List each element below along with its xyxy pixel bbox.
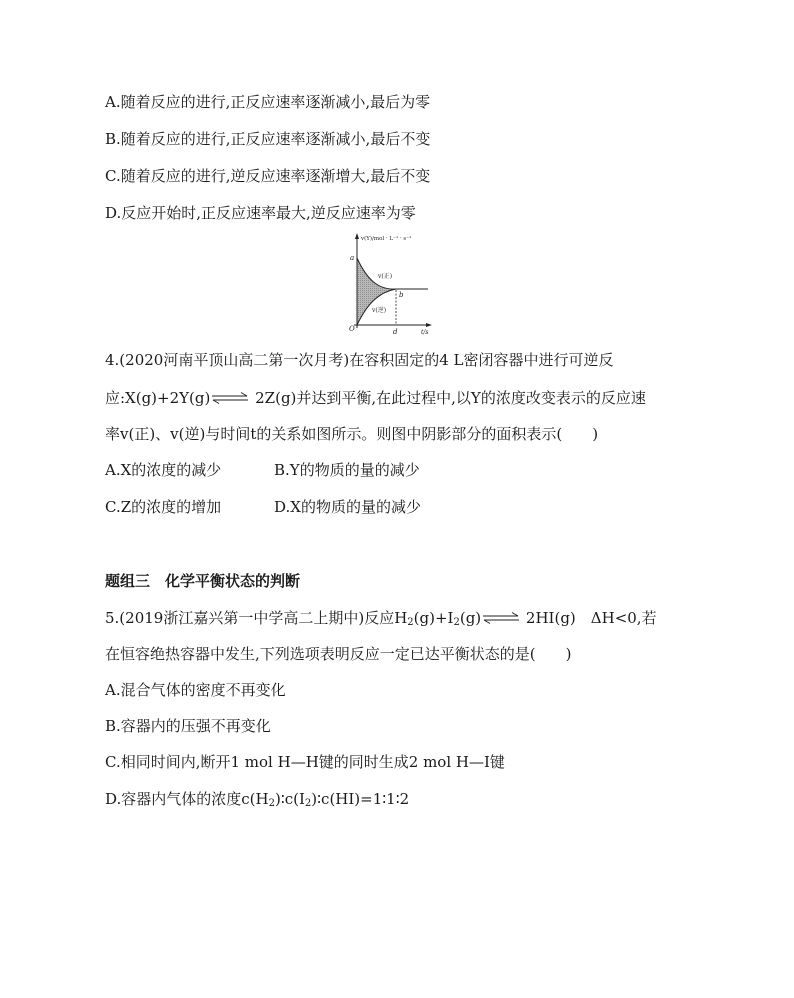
q5-subscript: 2: [453, 617, 460, 628]
q5-option-d: [105, 789, 409, 814]
q5-option-d-part1: D.容器内气体的浓度c(H: [105, 790, 269, 808]
y-axis-arrow: [355, 233, 359, 239]
figure-label-forward: v(正): [378, 273, 393, 280]
q5-stem-part3: (g): [459, 609, 482, 627]
q4-option-b: B.Y的物质的量的减少: [274, 461, 420, 479]
figure-label-o: O: [349, 325, 355, 333]
section-heading: 题组三 化学平衡状态的判断: [105, 572, 301, 590]
q4-stem-line2-pre: 应:X(g)+2Y(g): [105, 389, 211, 407]
q4-stem-line2: [105, 388, 646, 408]
figure-label-d: d: [393, 328, 398, 336]
q4-option-a: A.X的浓度的减少: [105, 461, 222, 479]
q4-option-c: C.Z的浓度的增加: [105, 498, 222, 516]
q4-stem-line3: 率v(正)、v(逆)与时间t的关系如图所示。则图中阴影部分的面积表示( ): [105, 425, 599, 443]
q5-subscript: 2: [268, 798, 275, 809]
equilibrium-arrow-icon: [210, 391, 250, 405]
figure-xlabel: t/s: [421, 329, 429, 336]
figure-label-a: a: [350, 254, 355, 262]
q3-option-b: B.随着反应的进行,正反应速率逐渐减小,最后不变: [105, 130, 431, 148]
q5-option-d-part3: )∶c(HI)=1∶1∶2: [311, 790, 410, 808]
q4-stem-line1: 4.(2020河南平顶山高二第一次月考)在容积固定的4 L密闭容器中进行可逆反: [105, 351, 614, 369]
q5-subscript: 2: [304, 798, 312, 809]
q5-option-b: B.容器内的压强不再变化: [105, 717, 271, 735]
q5-stem-part2: (g)+I: [413, 609, 454, 627]
q3-option-d: D.反应开始时,正反应速率最大,逆反应速率为零: [105, 204, 416, 222]
q5-subscript: 2: [407, 617, 414, 628]
equilibrium-arrow-icon: [481, 611, 521, 625]
q5-option-d-part2: )∶c(I: [274, 790, 305, 808]
q5-option-c: C.相同时间内,断开1 mol H—H键的同时生成2 mol H—I键: [105, 753, 505, 771]
q4-option-d: D.X的物质的量的减少: [274, 498, 421, 516]
q4-stem-line2-post: 2Z(g)并达到平衡,在此过程中,以Y的浓度改变表示的反应速: [250, 389, 646, 407]
rate-time-figure: [338, 230, 446, 338]
q3-option-c: C.随着反应的进行,逆反应速率逐渐增大,最后不变: [105, 167, 431, 185]
figure-ylabel: v(Y)/mol · L⁻¹ · s⁻¹: [361, 236, 412, 242]
q3-option-a: A.随着反应的进行,正反应速率逐渐减小,最后为零: [105, 93, 431, 111]
figure-label-b: b: [399, 291, 404, 299]
q5-stem-part4: 2HI(g) ΔH<0,若: [521, 609, 657, 627]
q5-stem-part1: 5.(2019浙江嘉兴第一中学高二上期中)反应H: [105, 609, 408, 627]
q5-stem-line2: 在恒容绝热容器中发生,下列选项表明反应一定已达平衡状态的是( ): [105, 645, 572, 663]
q5-stem-line1: [105, 608, 657, 633]
figure-label-reverse: v(逆): [372, 307, 387, 314]
q5-option-a: A.混合气体的密度不再变化: [105, 681, 286, 699]
x-axis-arrow: [426, 323, 432, 327]
